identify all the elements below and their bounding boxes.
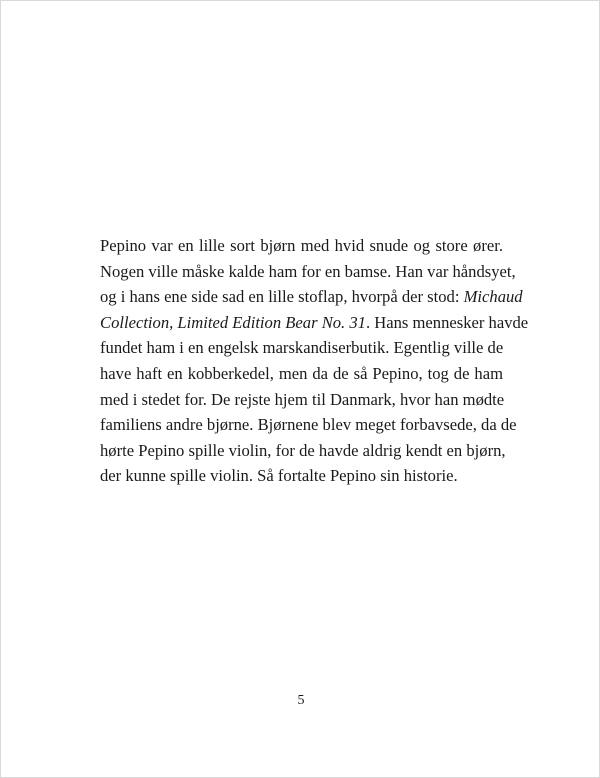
page-number: 5 (297, 693, 305, 708)
text-line: Pepino var en lille sort bjørn med hvid snude og store ører. (100, 236, 503, 255)
italic-text: Michaud (463, 287, 523, 307)
text-line (100, 310, 529, 336)
italic-text: Collection, Limited Edition Bear No. 31 (100, 312, 366, 332)
text-line: have haft en kobberkedel, men da de så Pepino, tog de ham (100, 363, 503, 383)
text-line: fundet ham i en engelsk marskandiserbutik. Egentlig ville de (100, 338, 504, 358)
story-paragraph (100, 233, 529, 489)
text-segment: . Hans mennesker havde (365, 312, 529, 332)
text-line: hørte Pepino spille violin, for de havde aldrig kendt en bjørn, (100, 440, 506, 460)
text-line: familiens andre bjørne. Bjørnene blev meget forbavsede, da de (100, 415, 517, 435)
text-line (100, 284, 523, 310)
text-line: der kunne spille violin. Så fortalte Pepino sin historie. (100, 466, 458, 486)
text-segment: og i hans ene side sad en lille stoflap, hvorpå der stod: (100, 287, 464, 307)
text-line: Nogen ville måske kalde ham for en bamse. Han var håndsyet, (100, 261, 516, 281)
text-line: med i stedet for. De rejste hjem til Danmark, hvor han mødte (100, 389, 505, 409)
